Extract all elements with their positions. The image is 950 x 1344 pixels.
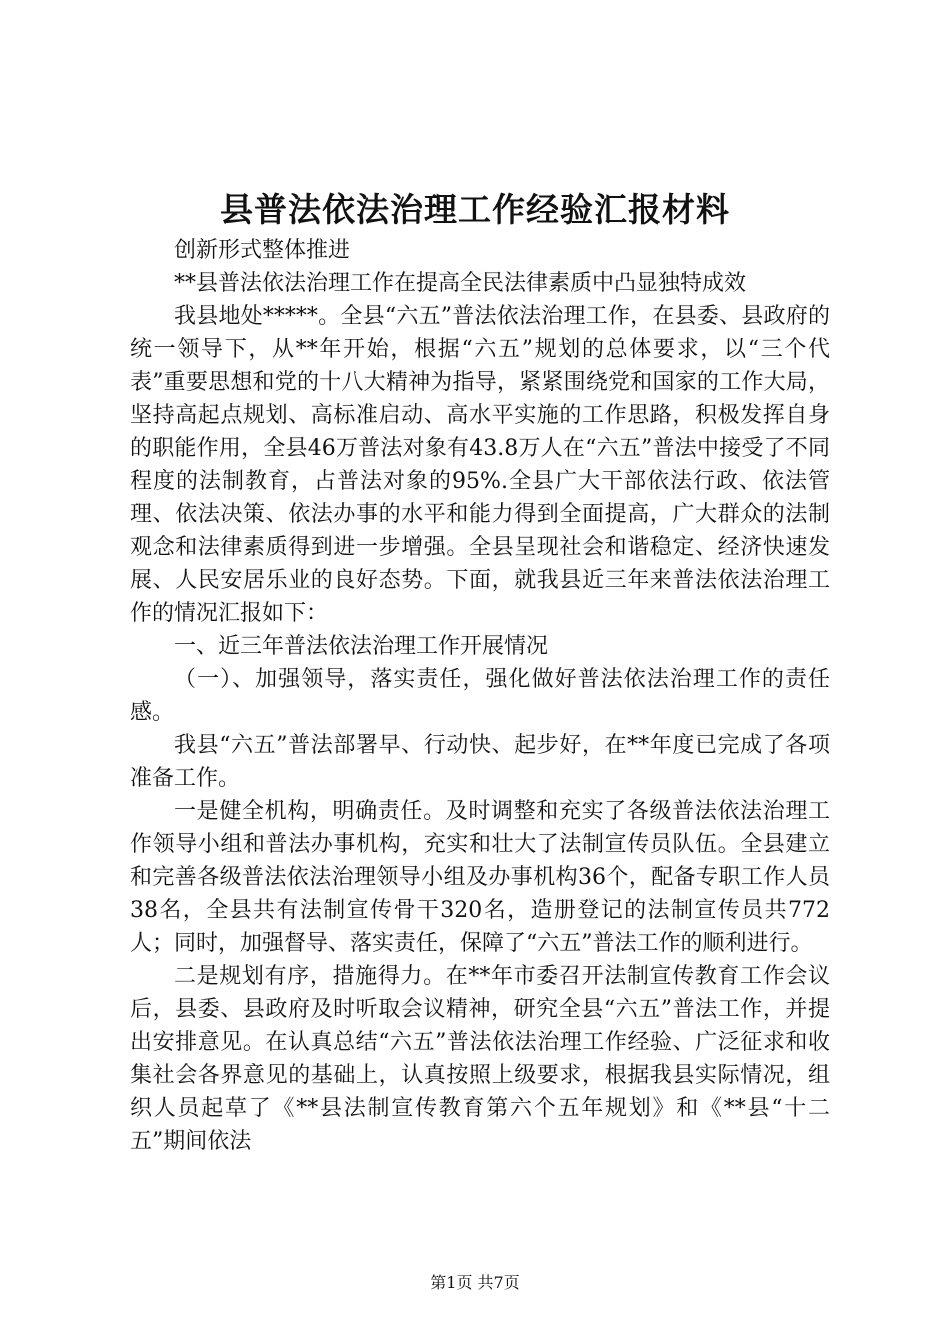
document-title: 县普法依法治理工作经验汇报材料 (220, 190, 730, 229)
paragraph: 我县“六五”普法部署早、行动快、起步好，在**年度已完成了各项准备工作。 (130, 733, 830, 791)
paragraph: 创新形式整体推进 (174, 238, 351, 263)
document-body (130, 234, 830, 1158)
paragraph: **县普法依法治理工作在提高全民法律素质中凸显独特成效 (174, 271, 747, 296)
subsection-heading: （一）、加强领导，落实责任，强化做好普法依法治理工作的责任感。 (130, 667, 830, 725)
paragraph: 我县地处*****。全县“六五”普法依法治理工作，在县委、县政府的统一领导下，从**年开始，根据“六五”规划的总体要求，以“三个代表”重要思想和党的十八大精神为指导，紧紧围绕党和国家的工作大局，坚持高起点规划、高标准启动、高水平实施的工作思路，积极发挥自身的职能作用，全县46万普法对象有43.8万人在“六五”普法中接受了不同程度的法制教育，占普法对象的95%.全县广大干部依法行政、依法管理、依法决策、依法办事的水平和能力得到全面提高，广大群众的法制观念和法律素质得到进一步增强。全县呈现社会和谐稳定、经济快速发展、人民安居乐业的良好态势。下面，就我县近三年来普法依法治理工作的情况汇报如下： (130, 304, 830, 626)
page-number-footer: 第1页 共7页 (430, 1273, 520, 1292)
paragraph: 一是健全机构，明确责任。及时调整和充实了各级普法依法治理工作领导小组和普法办事机构，充实和壮大了法制宣传员队伍。全县建立和完善各级普法依法治理领导小组及办事机构36个，配备专职工作人员38名，全县共有法制宣传骨干320名，造册登记的法制宣传员共772人；同时，加强督导、落实责任，保障了“六五”普法工作的顺利进行。 (130, 799, 830, 956)
section-heading: 一、近三年普法依法治理工作开展情况 (174, 634, 549, 659)
paragraph: 二是规划有序，措施得力。在**年市委召开法制宣传教育工作会议后，县委、县政府及时听取会议精神，研究全县“六五”普法工作，并提出安排意见。在认真总结“六五”普法依法治理工作经验、广泛征求和收集社会各界意见的基础上，认真按照上级要求，根据我县实际情况，组织人员起草了《**县法制宣传教育第六个五年规划》和《**县“十二五”期间依法 (130, 964, 830, 1154)
